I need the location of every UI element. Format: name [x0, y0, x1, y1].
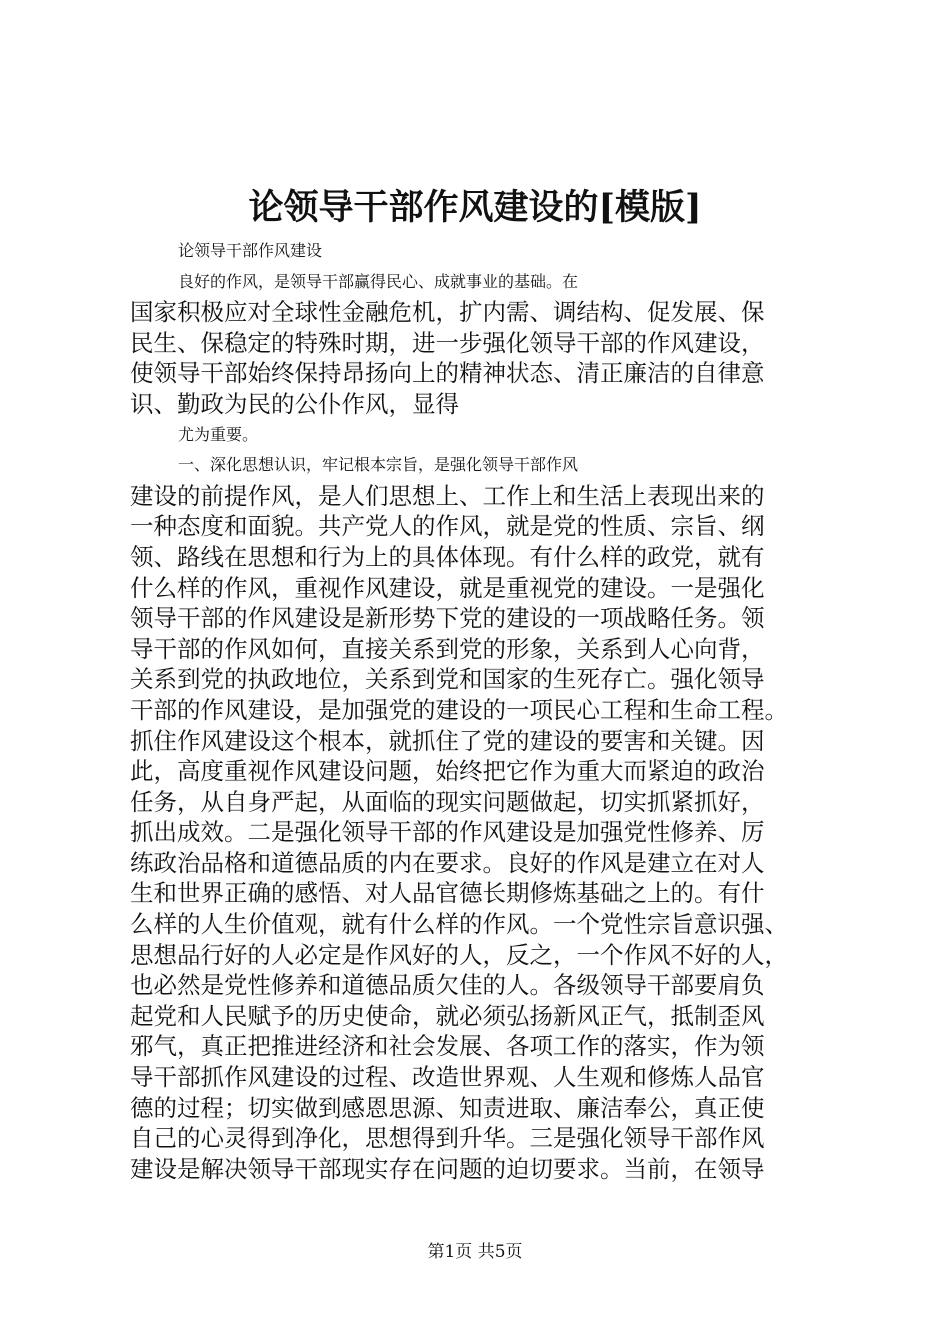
body-line: 民生、保稳定的特殊时期，进一步强化领导干部的作风建设， [130, 328, 765, 357]
body-line: 领、路线在思想和行为上的具体体现。有什么样的政党，就有 [130, 542, 765, 571]
body-line: 自己的心灵得到净化，思想得到升华。三是强化领导干部作风 [130, 1124, 765, 1153]
body-line: 干部的作风建设，是加强党的建设的一项民心工程和生命工程。 [130, 695, 788, 724]
body-line: 德的过程；切实做到感恩思源、知责进取、廉洁奉公，真正使 [130, 1093, 765, 1122]
body-line: 也必然是党性修养和道德品质欠佳的人。各级领导干部要肩负 [130, 971, 765, 1000]
body-line: 识、勤政为民的公仆作风，显得 [130, 389, 459, 418]
body-line: 练政治品格和道德品质的内在要求。良好的作风是建立在对人 [130, 848, 765, 877]
body-line: 此，高度重视作风建设问题，始终把它作为重大而紧迫的政治 [130, 757, 765, 786]
body-line: 抓住作风建设这个根本，就抓住了党的建设的要害和关键。因 [130, 726, 765, 755]
body-line: 建设是解决领导干部现实存在问题的迫切要求。当前，在领导 [130, 1154, 765, 1183]
body-line: 一种态度和面貌。共产党人的作风，就是党的性质、宗旨、纲 [130, 512, 765, 541]
page-footer: 第1页 共5页 [427, 1242, 523, 1262]
body-line: 么样的人生价值观，就有什么样的作风。一个党性宗旨意识强、 [130, 910, 788, 939]
body-line: 建设的前提作风，是人们思想上、工作上和生活上表现出来的 [130, 481, 765, 510]
body-line: 领导干部的作风建设是新形势下党的建设的一项战略任务。领 [130, 604, 765, 633]
body-line: 国家积极应对全球性金融危机，扩内需、调结构、促发展、保 [130, 298, 765, 327]
body-line: 良好的作风，是领导干部赢得民心、成就事业的基础。在 [178, 271, 579, 291]
body-line: 什么样的作风，重视作风建设，就是重视党的建设。一是强化 [130, 573, 765, 602]
body-line: 导干部的作风如何，直接关系到党的形象，关系到人心向背， [130, 634, 765, 663]
body-line: 关系到党的执政地位，关系到党和国家的生死存亡。强化领导 [130, 665, 765, 694]
body-line: 使领导干部始终保持昂扬向上的精神状态、清正廉洁的自律意 [130, 359, 765, 388]
body-line: 任务，从自身严起，从面临的现实问题做起，切实抓紧抓好， [130, 787, 765, 816]
body-line: 生和世界正确的感悟、对人品官德长期修炼基础之上的。有什 [130, 879, 765, 908]
body-line: 起党和人民赋予的历史使命，就必须弘扬新风正气，抵制歪风 [130, 1001, 765, 1030]
document-title: 论领导干部作风建设的[模版] [248, 187, 702, 228]
body-line: 导干部抓作风建设的过程、改造世界观、人生观和修炼人品官 [130, 1063, 765, 1092]
body-line: 抓出成效。二是强化领导干部的作风建设是加强党性修养、厉 [130, 818, 765, 847]
body-line: 论领导干部作风建设 [178, 241, 323, 260]
body-line: 邪气，真正把推进经济和社会发展、各项工作的落实，作为领 [130, 1032, 765, 1061]
body-line: 思想品行好的人必定是作风好的人，反之，一个作风不好的人， [130, 940, 788, 969]
body-line: 一、深化思想认识，牢记根本宗旨，是强化领导干部作风 [178, 455, 579, 475]
document-body [130, 236, 850, 1184]
body-line: 尤为重要。 [178, 424, 259, 444]
